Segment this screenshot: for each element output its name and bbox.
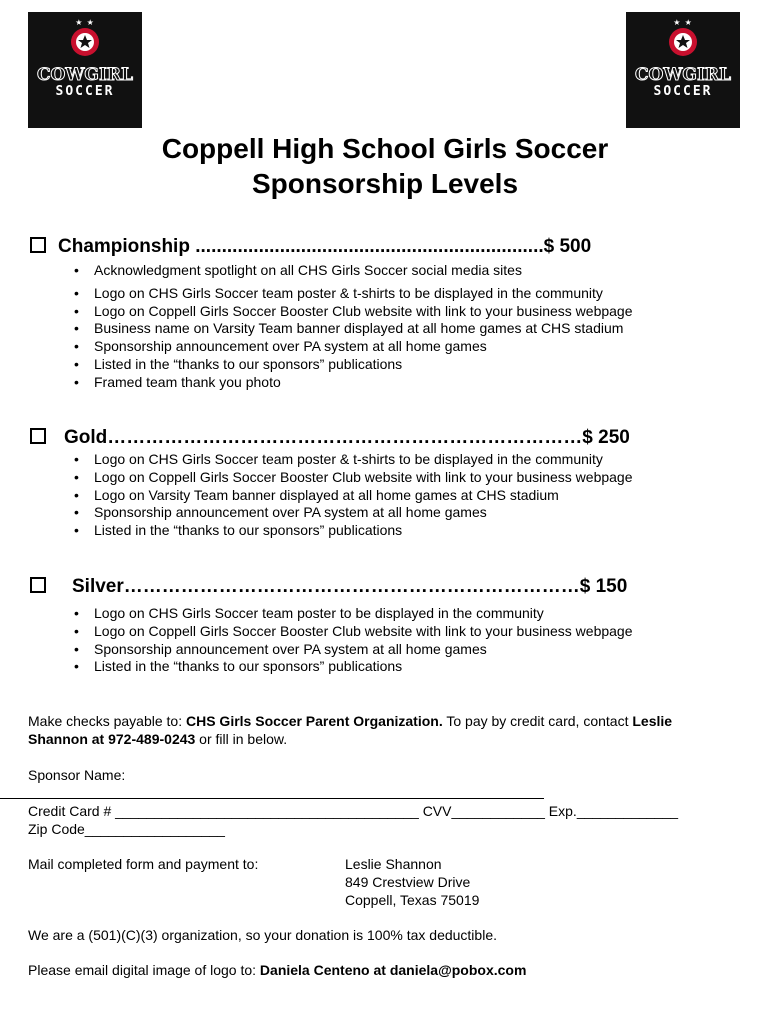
list-item: • Logo on CHS Girls Soccer team poster & t-shirts to be displayed in the community [74,285,633,303]
page-title [0,131,770,201]
list-item: • Listed in the “thanks to our sponsors” publications [74,658,633,676]
title-line-1: Coppell High School Girls Soccer [161,133,609,164]
level-dots: ………………………………………………………………… [107,427,583,448]
level-dots: ……………………………………………………………… [123,576,580,597]
list-item: • Listed in the “thanks to our sponsors” publications [74,522,633,540]
address-street: 849 Crestview Drive [345,874,471,890]
mailing-address [345,855,479,909]
list-item: • Logo on Coppell Girls Soccer Booster Club website with link to your business webpage [74,303,633,321]
mail-label: Mail completed form and payment to: [28,856,259,872]
title-line-2: Sponsorship Levels [251,168,519,199]
email-text: Please email digital image of logo to: [28,962,260,978]
list-item: • Logo on CHS Girls Soccer team poster & t-shirts to be displayed in the community [74,451,633,469]
sponsor-name-line [0,798,544,799]
tax-note: We are a (501)(C)(3) organization, so your donation is 100% tax deductible. [28,927,497,943]
list-item: • Logo on Varsity Team banner displayed at all home games at CHS stadium [74,487,633,505]
address-city: Coppell, Texas 75019 [345,892,480,908]
level-price: $ 500 [543,236,592,257]
championship-benefits-list [74,262,633,392]
list-item: • Logo on Coppell Girls Soccer Booster Club website with link to your business webpage [74,469,633,487]
level-name: Gold [64,427,108,448]
payment-text: or fill in below. [195,731,288,747]
payment-org: CHS Girls Soccer Parent Organization. [185,713,443,729]
list-item: • Business name on Varsity Team banner displayed at all home games at CHS stadium [74,320,633,338]
list-item: • Acknowledgment spotlight on all CHS Girls Soccer social media sites [74,262,633,280]
soccer-ball-emblem-icon [667,26,699,58]
zip-code-field[interactable]: Zip Code__________________ [28,821,225,837]
level-dots: .................................................................. [189,236,544,257]
gold-benefits-list [74,451,633,540]
level-price: $ 150 [579,576,628,597]
level-silver-heading [30,576,627,598]
championship-checkbox[interactable] [30,237,46,253]
payment-contact: Shannon at 972-489-0243 [28,731,196,747]
list-item: • Logo on CHS Girls Soccer team poster to be displayed in the community [74,605,633,623]
level-name: Silver [72,576,124,597]
list-item: • Sponsorship announcement over PA system at all home games [74,641,633,659]
payment-text: To pay by credit card, contact [442,713,633,729]
soccer-ball-emblem-icon [69,26,101,58]
address-name: Leslie Shannon [345,856,442,872]
logo-stars: ★ ★ [75,18,95,27]
list-item: • Sponsorship announcement over PA system at all home games [74,338,633,356]
list-item: • Logo on Coppell Girls Soccer Booster Club website with link to your business webpage [74,623,633,641]
list-item: • Sponsorship announcement over PA system at all home games [74,504,633,522]
credit-card-field[interactable]: Credit Card # _______________________________________ CVV____________ Exp._____________ [28,803,679,819]
cowgirl-soccer-logo-left [28,12,142,128]
logo-stars: ★ ★ [673,18,693,27]
list-item: • Listed in the “thanks to our sponsors” publications [74,356,633,374]
email-contact[interactable]: Daniela Centeno at daniela@pobox.com [259,962,527,978]
level-gold-heading [30,427,630,449]
silver-benefits-list [74,605,633,676]
payment-contact: Leslie [632,713,673,729]
payment-instructions [28,712,672,748]
logo-word-soccer: SOCCER [55,84,115,99]
level-name: Championship [58,236,190,257]
sponsor-name-field[interactable]: Sponsor Name: [28,767,126,783]
list-item: • Framed team thank you photo [74,374,633,392]
logo-word-cowgirl: COWGIRL [635,65,731,85]
email-instructions [28,961,526,979]
payment-text: Make checks payable to: [28,713,186,729]
silver-checkbox[interactable] [30,577,46,593]
level-championship-heading [30,236,591,258]
logo-word-cowgirl: COWGIRL [37,65,133,85]
gold-checkbox[interactable] [30,428,46,444]
logo-word-soccer: SOCCER [653,84,713,99]
level-price: $ 250 [582,427,630,448]
cowgirl-soccer-logo-right [626,12,740,128]
